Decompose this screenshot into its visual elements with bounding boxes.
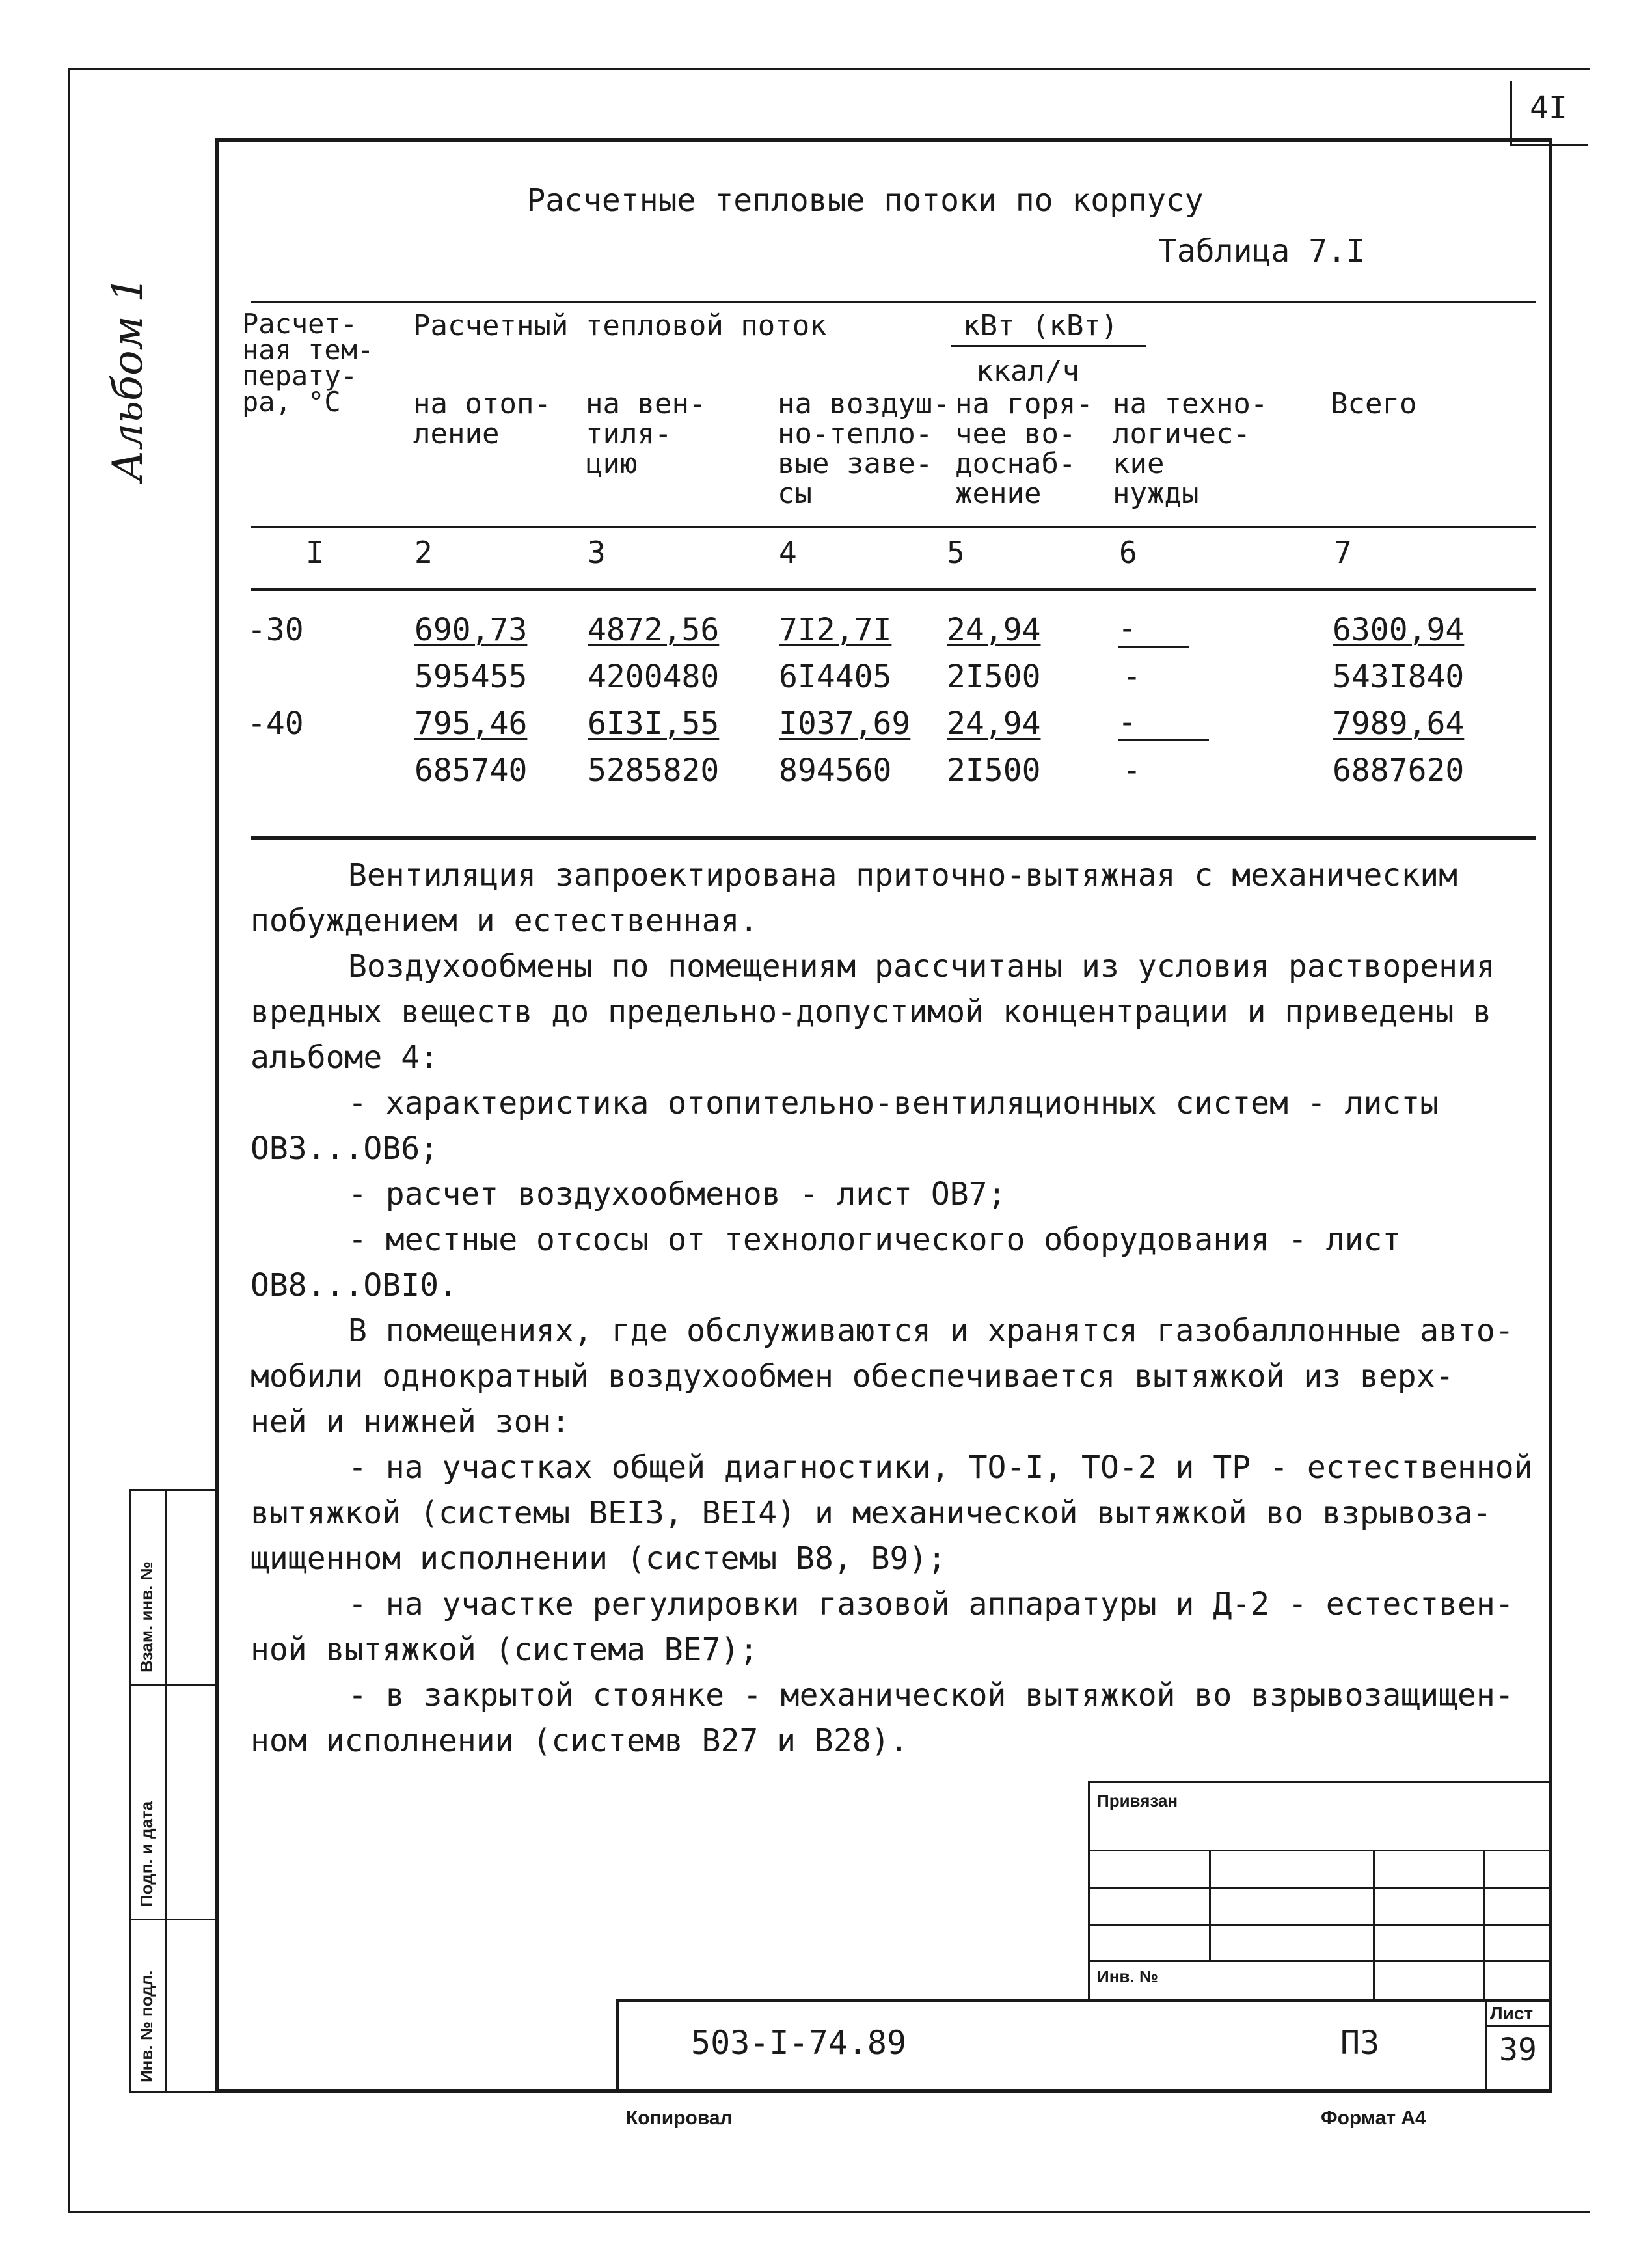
cell-kw: 6I3I,55 (588, 705, 720, 742)
album-label: Альбом 1 (104, 276, 152, 482)
list-item-cont: щищенном исполнении (системы В8, В9); (251, 1540, 947, 1577)
body-text (251, 853, 1545, 1764)
list-item-cont: вытяжкой (системы ВЕI3, ВЕI4) и механической вытяжкой во взрывоза- (251, 1495, 1492, 1531)
format-label: Формат А4 (1321, 2107, 1426, 2129)
list-item-cont: ОВ3...ОВ6; (251, 1130, 439, 1167)
header-air-curtains: на воздуш- но-тепло- вые заве- сы (778, 387, 950, 510)
list-item-cont: ОВ8...ОВI0. (251, 1267, 457, 1304)
linked-rule (1088, 1887, 1552, 1889)
header-units-kcal: ккал/ч (976, 355, 1079, 388)
list-item: - местные отсосы от технологического оборудования - лист (348, 1222, 1401, 1258)
column-number: 5 (947, 535, 965, 570)
header-heat-flow: Расчетный тепловой поток (413, 309, 827, 342)
table-top-rule (251, 301, 1536, 303)
cell-kw: I037,69 (779, 705, 911, 742)
cell-kw: 6300,94 (1333, 612, 1465, 648)
copied-by-label: Копировал (626, 2107, 733, 2129)
cell-kcal: 4200480 (588, 659, 720, 695)
linked-col-rule (1373, 1850, 1375, 2002)
units-fraction-line (951, 345, 1146, 347)
table-label: Таблица 7.I (1158, 233, 1365, 269)
sheet-number: 39 (1499, 2032, 1537, 2068)
list-item: - в закрытой стоянке - механической вытяжкой во взрывозащищен- (348, 1677, 1514, 1714)
stamp-inv-no-orig: Инв. № подл. (137, 1970, 156, 2083)
sheet-label: Лист (1490, 2003, 1534, 2023)
stamp-sign-date: Подп. и дата (137, 1801, 156, 1907)
sheet-cell-rule (1485, 2025, 1552, 2027)
cell-kw: 24,94 (947, 612, 1041, 648)
list-item-cont: ном исполнении (системв В27 и В28). (251, 1723, 909, 1759)
cell-kcal: 894560 (779, 752, 892, 789)
stamp-value-column (165, 1489, 217, 2093)
paragraph-line: ней и нижней зон: (251, 1404, 571, 1440)
paragraph-line: В помещениях, где обслуживаются и хранятся газобаллонные авто- (348, 1313, 1514, 1349)
cell-kw: 7989,64 (1333, 705, 1465, 742)
header-hot-water: на горя- чее во- доснаб- жение (955, 387, 1093, 510)
cell-kcal: 6I4405 (779, 659, 892, 695)
list-item: - на участке регулировки газовой аппаратуры и Д-2 - естествен- (348, 1586, 1514, 1622)
page-title: Расчетные тепловые потоки по корпусу (526, 182, 1204, 219)
linked-col-rule (1483, 1850, 1485, 2002)
cell-kcal: 2I500 (947, 659, 1041, 695)
cell-kcal: 5285820 (588, 752, 720, 789)
header-technological: на техно- логичес- кие нужды (1113, 387, 1268, 510)
column-number: I (306, 535, 324, 570)
list-item: - характеристика отопительно-вентиляционных систем - листы (348, 1085, 1439, 1121)
stamp-divider (129, 1919, 217, 1920)
linked-rule (1088, 1850, 1552, 1851)
paragraph-line: мобили однократный воздухообмен обеспечивается вытяжкой из верх- (251, 1358, 1454, 1395)
cell-kcal: 685740 (414, 752, 528, 789)
list-item: - расчет воздухообменов - лист ОВ7; (348, 1176, 1007, 1212)
paragraph-line: Воздухообмены по помещениям рассчитаны из условия растворения (348, 948, 1495, 985)
list-item-cont: ной вытяжкой (система ВЕ7); (251, 1632, 759, 1668)
header-design-temp: Расчет- ная тем- перату- ра, °С (242, 308, 374, 418)
document-code: 503-I-74.89 (691, 2024, 907, 2062)
header-units-kw: кВт (кВт) (963, 309, 1118, 342)
cell-kw: 690,73 (414, 612, 528, 648)
linked-label: Привязан (1097, 1791, 1178, 1810)
table-bottom-rule (251, 836, 1536, 840)
header-heating: на отоп- ление (413, 387, 551, 450)
paragraph-line: побуждением и естественная. (251, 903, 759, 939)
cell-kcal: 543I840 (1333, 659, 1465, 695)
document-section: ПЗ (1340, 2024, 1380, 2062)
header-total: Всего (1331, 387, 1417, 420)
column-number: 3 (588, 535, 606, 570)
header-bottom-rule (251, 526, 1536, 528)
row-temp: -40 (247, 705, 304, 742)
paragraph-line: вредных веществ до предельно-допустимой концентрации и приведены в (251, 994, 1492, 1030)
header-ventilation: на вен- тиля- цию (586, 387, 707, 480)
cell-kw: - (1118, 705, 1209, 741)
cell-kw: 24,94 (947, 705, 1041, 742)
cell-kw: 4872,56 (588, 612, 720, 648)
cell-kw: - (1118, 612, 1189, 648)
cell-kcal: 595455 (414, 659, 528, 695)
linked-col-rule (1209, 1850, 1211, 1960)
paragraph-line: Вентиляция запроектирована приточно-вытяжная с механическим (348, 857, 1458, 894)
stamp-replace-inv: Взам. инв. № (137, 1561, 156, 1673)
column-number-rule (251, 588, 1536, 591)
row-temp: -30 (247, 612, 304, 648)
inv-no-label: Инв. № (1097, 1967, 1158, 1986)
column-number: 6 (1119, 535, 1137, 570)
cell-kcal: 2I500 (947, 752, 1041, 789)
linked-rule (1088, 1924, 1552, 1926)
list-item: - на участках общей диагностики, ТО-I, ТО-2 и ТР - естественной (348, 1449, 1533, 1486)
paragraph-line: альбоме 4: (251, 1039, 439, 1076)
cell-kcal: 6887620 (1333, 752, 1465, 789)
linked-rule (1088, 1960, 1552, 1962)
column-number: 7 (1334, 535, 1352, 570)
column-number: 4 (779, 535, 797, 570)
cell-kw: 795,46 (414, 705, 528, 742)
page-number: 4I (1530, 90, 1567, 126)
stamp-divider (129, 1684, 217, 1686)
cell-kw: 7I2,7I (779, 612, 892, 648)
column-number: 2 (414, 535, 433, 570)
cell-kcal: - (1122, 752, 1141, 789)
cell-kcal: - (1122, 659, 1141, 695)
